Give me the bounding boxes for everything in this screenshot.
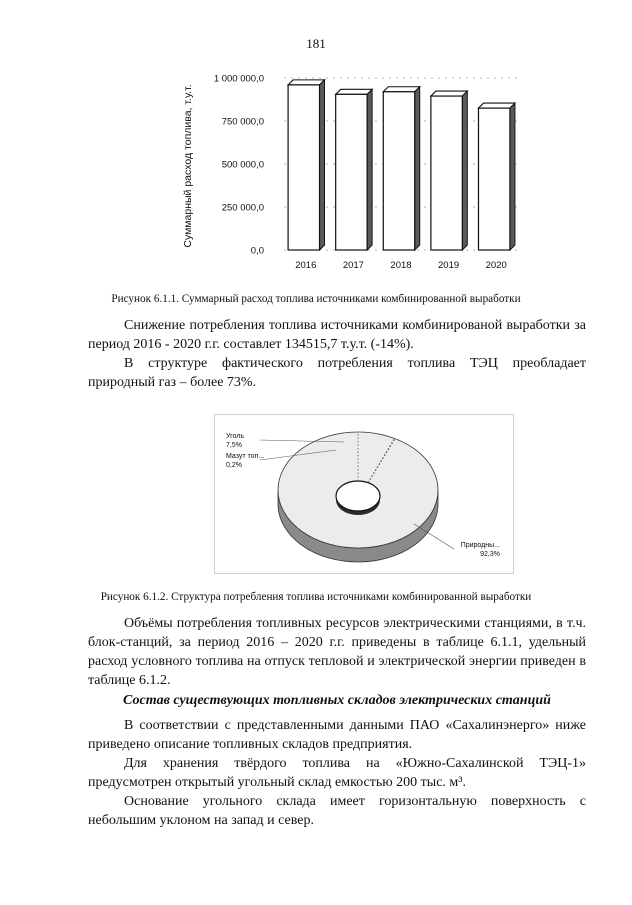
doughnut-chart (214, 414, 514, 574)
bar-top (478, 103, 514, 108)
x-tick-label: 2016 (295, 260, 317, 271)
paragraph-block-2 (88, 614, 586, 690)
bar-side (367, 89, 372, 250)
figure-1-caption: Рисунок 6.1.1. Суммарный расход топлива источниками комбинированной выработки (111, 293, 521, 305)
bar-side (415, 87, 420, 250)
bar-chart-x-ticks (295, 260, 507, 271)
slice-value: 0,2% (226, 462, 242, 469)
slice-name: Уголь (226, 433, 245, 440)
page-number: 181 (306, 36, 326, 51)
bar-chart-bars (288, 80, 515, 250)
y-tick-label: 0,0 (250, 245, 264, 257)
paragraph-block-3 (88, 716, 586, 830)
paragraph-block-1 (88, 316, 586, 392)
slice-value: 7,5% (226, 442, 242, 449)
x-tick-label: 2017 (342, 260, 364, 271)
bar-front (431, 96, 462, 250)
x-tick-label: 2018 (390, 260, 412, 271)
y-tick-label: 750 000,0 (221, 116, 264, 128)
bar-chart-y-ticks (214, 74, 264, 257)
x-tick-label: 2020 (485, 260, 507, 271)
bar-chart-y-axis-label: Суммарный расход топлива, т.у.т. (182, 84, 194, 248)
bar-2018 (383, 87, 419, 250)
paragraph: Основание угольного склада имеет горизонтальную поверхность с небольшим уклоном на запад и север. (88, 794, 586, 828)
bar-2019 (431, 91, 467, 250)
bar-side (510, 103, 515, 250)
paragraph: В структуре фактического потребления топлива ТЭЦ преобладает природный газ – более 73%. (88, 356, 586, 390)
slice-name: Природны... (460, 542, 500, 549)
y-tick-label: 500 000,0 (221, 159, 264, 171)
bar-front (383, 92, 414, 250)
bar-2017 (336, 89, 372, 250)
bar-top (431, 91, 467, 96)
paragraph: Объёмы потребления топливных ресурсов электрическими станциями, в т.ч. блок-станций, за период 2016 – 2020 г.г. приведены в таблице 6.1.1, удельный расход условного топлива на отпуск тепловой и электрической энергии приведен в таблице 6.1.2. (88, 616, 586, 688)
slice-name: Мазут топ... (226, 453, 265, 460)
paragraph: Для хранения твёрдого топлива на «Южно-Сахалинской ТЭЦ-1» предусмотрен открытый угольный склад емкостью 200 тыс. м³. (88, 756, 586, 790)
paragraph: В соответствии с представленными данными ПАО «Сахалинэнерго» ниже приведено описание топливных складов предприятия. (88, 718, 586, 752)
bar-front (336, 94, 367, 250)
bar-top (383, 87, 419, 92)
bar-2016 (288, 80, 324, 250)
bar-side (462, 91, 467, 250)
bar-top (288, 80, 324, 85)
x-tick-label: 2019 (438, 260, 460, 271)
figure-2-caption: Рисунок 6.1.2. Структура потребления топлива источниками комбинированной выработки (100, 591, 532, 603)
y-tick-label: 250 000,0 (221, 202, 264, 214)
slice-value: 92,3% (480, 551, 500, 558)
bar-front (288, 85, 319, 250)
bar-side (320, 80, 325, 250)
bar-top (336, 89, 372, 94)
bar-2020 (478, 103, 514, 250)
bar-chart (170, 62, 550, 290)
paragraph: Снижение потребления топлива источниками комбинированой выработки за период 2016 - 2020 г.г. составлет 134515,7 т.у.т. (-14%). (88, 318, 586, 352)
section-heading: Состав существующих топливных складов электрических станций (123, 693, 551, 708)
y-tick-label: 1 000 000,0 (213, 73, 264, 85)
bar-front (478, 108, 509, 250)
